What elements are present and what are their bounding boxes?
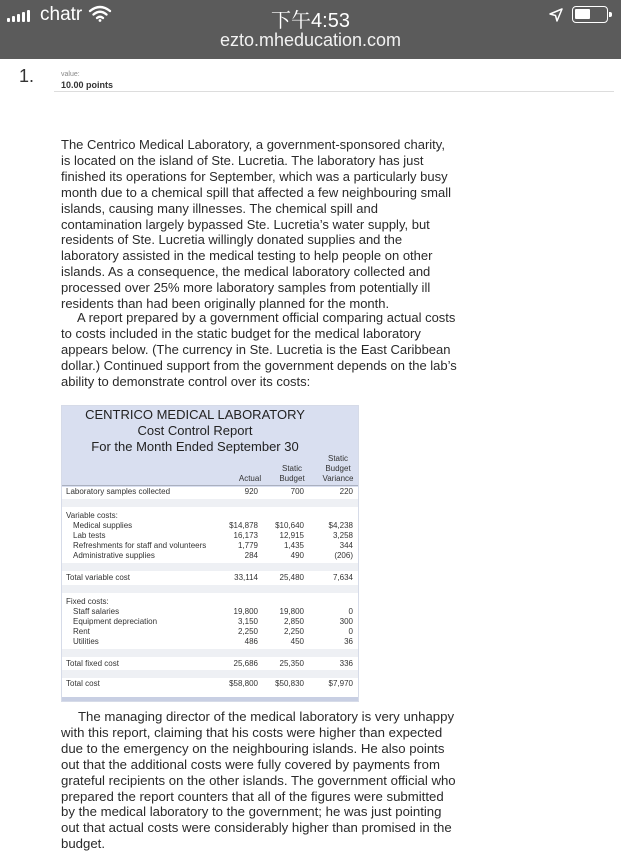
report-period: For the Month Ended September 30	[91, 439, 299, 454]
row-equipment-depreciation: Equipment depreciation 3,150 2,850 300	[73, 617, 353, 626]
closing-paragraph: The managing director of the medical laboratory is very unhappy with this report, claiming that his costs were higher than expected due to the emergency on the neighbouring islands. He also points out that the additional costs were fully covered by payments from grateful recipients on the other islands. The government official who prepared the report counters that all of the figures were submitted by the medical laboratory to the government; he was just pointing out that actual costs were considerably higher than promised in the budget.	[61, 709, 456, 852]
fixed-heading: Fixed costs:	[66, 597, 109, 606]
report-subtitle: Cost Control Report	[137, 423, 253, 438]
col-variance-header: Static Budget Variance	[322, 454, 354, 483]
address-bar-url[interactable]: ezto.mheducation.com	[219, 30, 402, 50]
battery-level	[575, 9, 590, 19]
report-intro-paragraph: A report prepared by a government official comparing actual costs to costs included in the static budget for the medical laboratory appears below. (The currency in Ste. Lucretia is the East Caribbean dollar.) Continued support from the government depends on the lab’s ability to demonstrate control over its costs:	[61, 310, 457, 389]
variable-heading: Variable costs:	[66, 511, 118, 520]
row-admin-supplies: Administrative supplies 284 490 (206)	[73, 551, 353, 560]
cost-control-report	[61, 405, 359, 702]
row-samples: Laboratory samples collected 920 700 220	[66, 487, 353, 496]
intro-paragraph: The Centrico Medical Laboratory, a government-sponsored charity, is located on the island of Ste. Lucretia. The laboratory has just finished its operations for September, which was a particularly busy month due to a chemical spill that affected a few neighbouring small islands, causing many illnesses. The chemical spill and contamination largely bypassed Ste. Lucretia’s water supply, but residents of Ste. Lucretia willingly donated supplies and the laboratory assisted in the medical testing to help people on other islands. As a consequence, the medical laboratory collected and processed over 25% more laboratory samples from potentially ill residents than had been originally planned for the month.	[61, 137, 451, 312]
location-arrow-icon	[549, 8, 563, 27]
header-divider	[54, 91, 614, 92]
clock-time: 下午4:53	[271, 10, 350, 32]
row-medical-supplies: Medical supplies $14,878 $10,640 $4,238	[73, 521, 353, 530]
report-title: CENTRICO MEDICAL LABORATORY	[85, 407, 305, 422]
col-budget-header: Static Budget	[279, 464, 305, 483]
row-total-fixed: Total fixed cost 25,686 25,350 336	[66, 659, 353, 668]
row-rent: Rent 2,250 2,250 0	[73, 627, 353, 636]
battery-icon	[572, 6, 608, 23]
carrier-name: chatr	[40, 4, 83, 25]
question-number: 1.	[19, 66, 35, 86]
value-label: value:	[61, 71, 80, 78]
row-lab-tests: Lab tests 16,173 12,915 3,258	[73, 531, 353, 540]
row-refreshments: Refreshments for staff and volunteers 1,779 1,435 344	[73, 541, 353, 550]
row-staff-salaries: Staff salaries 19,800 19,800 0	[73, 607, 353, 616]
question-points: 10.00 points	[61, 80, 114, 90]
row-total-cost: Total cost $58,800 $50,830 $7,970	[66, 679, 353, 688]
col-actual-header: Actual	[238, 474, 262, 483]
report-header	[62, 406, 358, 487]
row-total-variable: Total variable cost 33,114 25,480 7,634	[66, 573, 353, 582]
row-utilities: Utilities 486 450 36	[73, 637, 353, 646]
browser-status-bar	[0, 0, 621, 59]
